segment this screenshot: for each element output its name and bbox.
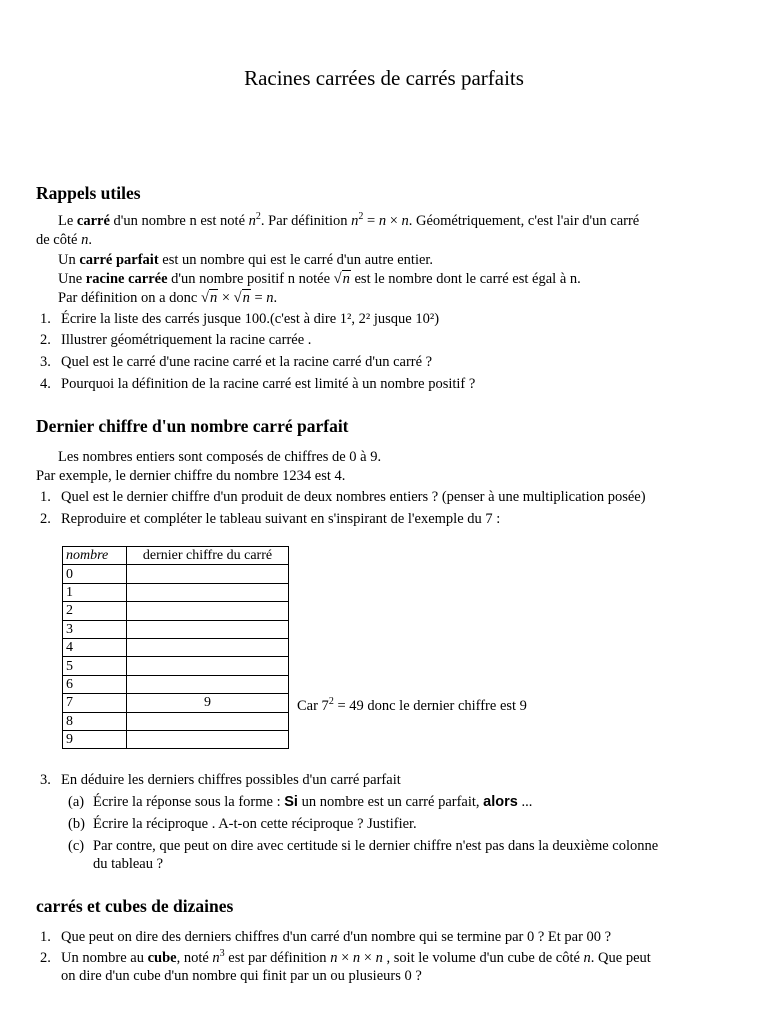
table-cell-number: 6: [63, 675, 127, 693]
list-item: 2. Un nombre au cube, noté $n^3$ est par définition n × n × n , soit le volume d'un cube de côté n. Que peut: [40, 948, 651, 966]
table-row: [63, 657, 289, 675]
page-title: Racines carrées de carrés parfaits: [244, 66, 524, 90]
list-item: 2. Reproduire et compléter le tableau suivant en s'inspirant de l'exemple du 7 :: [40, 511, 501, 527]
table-row: [63, 712, 289, 730]
table-row: [63, 730, 289, 748]
table-cell-number: 5: [63, 657, 127, 675]
section-heading-carres-cubes: carrés et cubes de dizaines: [36, 896, 234, 916]
table-row: [63, 694, 289, 712]
paragraph-par-definition: Par définition on a donc √n × √n = n.: [58, 290, 278, 306]
table-row: [63, 565, 289, 583]
list-item: 3. Quel est le carré d'une racine carré et la racine carré d'un carré ?: [40, 354, 433, 370]
table-cell-number: 4: [63, 638, 127, 656]
table-cell-last-digit: [127, 620, 289, 638]
list-item-cont: on dire d'un cube d'un nombre qui finit par un ou plusieurs 0 ?: [61, 968, 422, 984]
table-row: [63, 675, 289, 693]
paragraph-carre-definition-cont: de côté n.: [36, 232, 92, 248]
table-cell-last-digit: [127, 730, 289, 748]
list-item: 2. Illustrer géométriquement la racine carrée .: [40, 332, 312, 348]
table-side-note: Car $7^2 = 49$ donc le dernier chiffre est 9: [297, 696, 527, 714]
sub-list-item: (a) Écrire la réponse sous la forme : Si un nombre est un carré parfait, alors ...: [68, 794, 533, 810]
table-cell-last-digit: [127, 657, 289, 675]
paragraph-chiffres: Les nombres entiers sont composés de chiffres de 0 à 9.: [58, 449, 382, 465]
table-cell-last-digit: [127, 602, 289, 620]
paragraph-exemple: Par exemple, le dernier chiffre du nombre 1234 est 4.: [36, 468, 346, 484]
paragraph-carre-parfait: Un carré parfait est un nombre qui est le carré d'un autre entier.: [58, 252, 434, 268]
sub-list-item-cont: du tableau ?: [93, 856, 164, 872]
table-row: [63, 602, 289, 620]
list-item: 4. Pourquoi la définition de la racine carré est limité à un nombre positif ?: [40, 376, 476, 392]
list-item: 1. Que peut on dire des derniers chiffres d'un carré d'un nombre qui se termine par 0 ? Et par 00 ?: [40, 929, 612, 945]
table-cell-last-digit: [127, 675, 289, 693]
table-cell-number: 3: [63, 620, 127, 638]
paragraph-carre-definition: Le carré d'un nombre n est noté $n^2$. Par définition $n^2 = n \times n$. Géométriquement, c'est l'air d'un carré: [58, 211, 640, 229]
table-cell-number: 8: [63, 712, 127, 730]
section-heading-dernier-chiffre: Dernier chiffre d'un nombre carré parfait: [36, 416, 349, 436]
sub-list-item: (b) Écrire la réciproque . A-t-on cette réciproque ? Justifier.: [68, 816, 417, 832]
table-row: [63, 638, 289, 656]
paragraph-racine-carree: Une racine carrée d'un nombre positif n notée √n est le nombre dont le carré est égal à n.: [58, 271, 581, 287]
list-item: 1. Quel est le dernier chiffre d'un produit de deux nombres entiers ? (penser à une multiplication posée): [40, 489, 646, 505]
table-cell-last-digit: 9: [127, 694, 289, 712]
table-row: [63, 583, 289, 601]
table-header-row: [63, 547, 289, 565]
table-header-cell: dernier chiffre du carré: [127, 547, 289, 565]
list-item: 3. En déduire les derniers chiffres possibles d'un carré parfait: [40, 772, 401, 788]
table-cell-number: 1: [63, 583, 127, 601]
table-cell-number: 7: [63, 694, 127, 712]
table-row: [63, 620, 289, 638]
table-header-cell: nombre: [63, 547, 127, 565]
sub-list-item: (c) Par contre, que peut on dire avec certitude si le dernier chiffre n'est pas dans la deuxième colonne: [68, 838, 659, 854]
table-cell-last-digit: [127, 638, 289, 656]
table-cell-number: 2: [63, 602, 127, 620]
table-cell-last-digit: [127, 583, 289, 601]
list-item: 1. Écrire la liste des carrés jusque 100.(c'est à dire 1², 2² jusque 10²): [40, 311, 440, 327]
table-cell-number: 9: [63, 730, 127, 748]
squares-last-digit-table: [62, 546, 289, 749]
section-heading-rappels: Rappels utiles: [36, 183, 141, 203]
table-cell-number: 0: [63, 565, 127, 583]
table-cell-last-digit: [127, 712, 289, 730]
table-cell-last-digit: [127, 565, 289, 583]
